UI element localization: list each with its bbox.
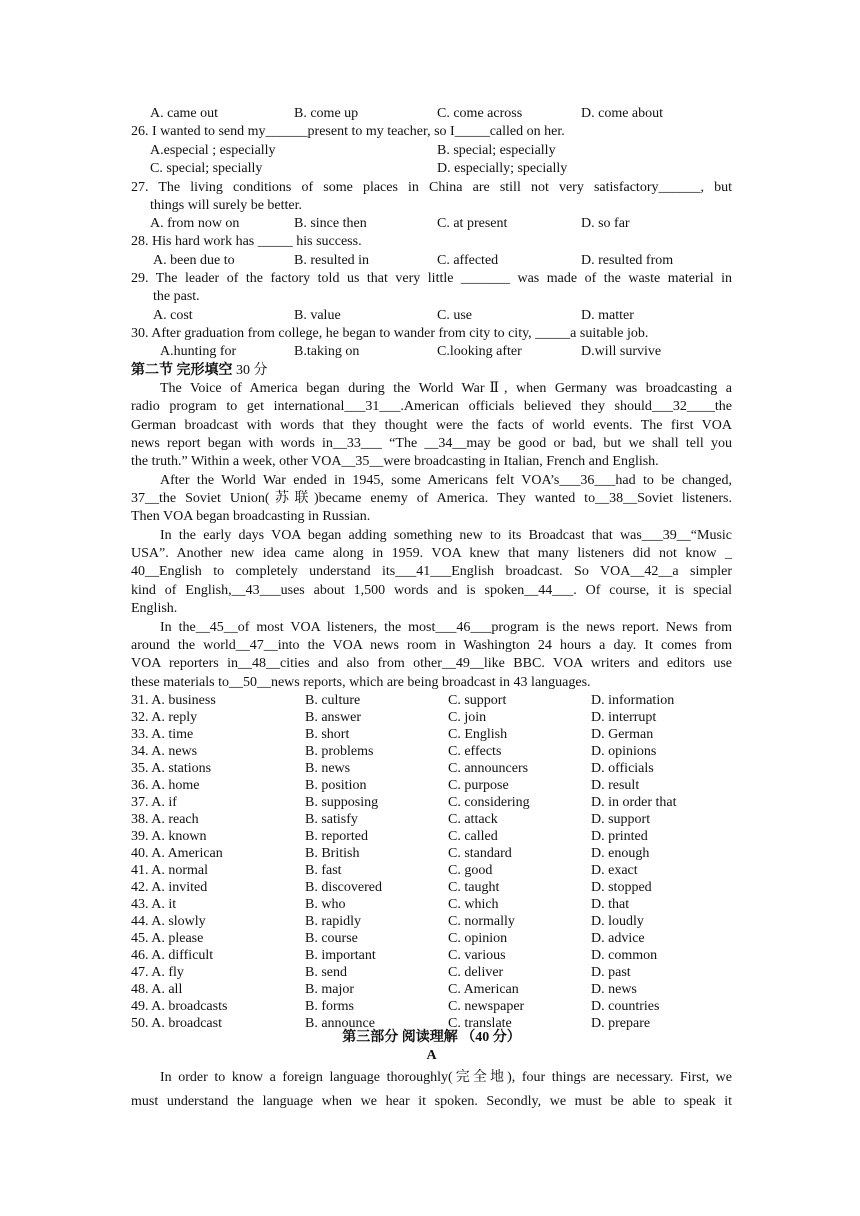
option: C. at present bbox=[437, 216, 508, 231]
cloze-option: 45. A. please bbox=[131, 931, 204, 946]
option: A.hunting for bbox=[160, 344, 237, 359]
option: B. special; especially bbox=[437, 143, 556, 158]
cloze-option: 33. A. time bbox=[131, 727, 194, 742]
cloze-option: D. stopped bbox=[591, 880, 652, 895]
option: B. come up bbox=[294, 106, 359, 121]
passage-line: news report began with words in__33___ “The __34__may be good or bad, but we shall tell you bbox=[131, 436, 732, 451]
option: D. matter bbox=[581, 308, 634, 323]
option: A.especial ; especially bbox=[150, 143, 276, 158]
option: C. come across bbox=[437, 106, 523, 121]
option: B.taking on bbox=[294, 344, 360, 359]
cloze-option: D. news bbox=[591, 982, 637, 997]
cloze-option: 41. A. normal bbox=[131, 863, 208, 878]
part-heading: 第三部分 阅读理解 （40 分） bbox=[342, 1030, 521, 1045]
reading-line: must understand the language when we hear it spoken. Secondly, we must be able to speak it bbox=[131, 1094, 732, 1109]
cloze-option: C. American bbox=[448, 982, 519, 997]
cloze-option: B. position bbox=[305, 778, 367, 793]
section-score: 30 分 bbox=[232, 363, 268, 378]
cloze-option: 49. A. broadcasts bbox=[131, 999, 228, 1014]
cloze-option: B. short bbox=[305, 727, 350, 742]
cloze-option: C. join bbox=[448, 710, 487, 725]
cloze-option: B. culture bbox=[305, 693, 361, 708]
passage-line: around the world__47__into the VOA news room in Washington 24 hours a day. It comes from bbox=[131, 638, 732, 653]
question-29-stem-cont: the past. bbox=[153, 289, 200, 304]
option: A. came out bbox=[150, 106, 219, 121]
cloze-option: C. attack bbox=[448, 812, 498, 827]
cloze-option: D. advice bbox=[591, 931, 645, 946]
cloze-option: 32. A. reply bbox=[131, 710, 198, 725]
passage-line: these materials to__50__news reports, which are being broadcast in 43 languages. bbox=[131, 675, 591, 690]
cloze-option: 34. A. news bbox=[131, 744, 198, 759]
cloze-option: 44. A. slowly bbox=[131, 914, 206, 929]
cloze-option: B. fast bbox=[305, 863, 342, 878]
cloze-option: D. support bbox=[591, 812, 651, 827]
cloze-option: D. exact bbox=[591, 863, 638, 878]
option: C. use bbox=[437, 308, 472, 323]
option: A. been due to bbox=[153, 253, 235, 268]
option: B. resulted in bbox=[294, 253, 370, 268]
passage-line: 37__the Soviet Union(苏联)became enemy of America. They wanted to__38__Soviet listeners. bbox=[131, 491, 732, 506]
cloze-option: D. prepare bbox=[591, 1016, 651, 1031]
cloze-option: 35. A. stations bbox=[131, 761, 212, 776]
passage-line: the truth.” Within a week, other VOA__35__were broadcasting in Italian, French and English. bbox=[131, 454, 659, 469]
option: D. resulted from bbox=[581, 253, 674, 268]
cloze-option: D. loudly bbox=[591, 914, 644, 929]
cloze-option: B. rapidly bbox=[305, 914, 361, 929]
passage-line: English. bbox=[131, 601, 178, 616]
reading-line: In order to know a foreign language thoroughly(完全地), four things are necessary. First, we bbox=[160, 1070, 732, 1085]
cloze-option: C. support bbox=[448, 693, 507, 708]
cloze-option: C. translate bbox=[448, 1016, 512, 1031]
cloze-option: C. which bbox=[448, 897, 499, 912]
question-27-stem: 27. The living conditions of some places in China are still not very satisfactory______, but bbox=[131, 180, 732, 195]
cloze-option: 42. A. invited bbox=[131, 880, 208, 895]
cloze-option: C. English bbox=[448, 727, 508, 742]
option: D. so far bbox=[581, 216, 630, 231]
cloze-option: D. officials bbox=[591, 761, 654, 776]
option: B. value bbox=[294, 308, 341, 323]
question-27-stem-cont: things will surely be better. bbox=[150, 198, 303, 213]
cloze-option: B. discovered bbox=[305, 880, 382, 895]
passage-line: kind of English,__43___uses about 1,500 words and is spoken__44___. Of course, it is special bbox=[131, 583, 732, 598]
passage-line: USA”. Another new idea came along in 1959. VOA knew that many listeners did not know _ bbox=[131, 546, 732, 561]
cloze-option: B. reported bbox=[305, 829, 368, 844]
cloze-option: B. supposing bbox=[305, 795, 379, 810]
cloze-option: D. opinions bbox=[591, 744, 657, 759]
cloze-option: B. major bbox=[305, 982, 354, 997]
passage-line: VOA reporters in__48__cities and also from other__49__like BBC. VOA writers and editors use bbox=[131, 656, 732, 671]
cloze-option: B. satisfy bbox=[305, 812, 358, 827]
cloze-option: 47. A. fly bbox=[131, 965, 184, 980]
cloze-option: 43. A. it bbox=[131, 897, 177, 912]
question-29-stem: 29. The leader of the factory told us that very little _______ was made of the waste material in bbox=[131, 271, 732, 286]
cloze-option: C. considering bbox=[448, 795, 530, 810]
passage-line: In the early days VOA began adding something new to its Broadcast that was___39__“Music bbox=[160, 528, 732, 543]
cloze-option: D. information bbox=[591, 693, 675, 708]
cloze-option: B. problems bbox=[305, 744, 374, 759]
option: C. special; specially bbox=[150, 161, 263, 176]
cloze-option: B. news bbox=[305, 761, 351, 776]
passage-line: After the World War ended in 1945, some Americans felt VOA’s___36___had to be changed, bbox=[160, 473, 732, 488]
cloze-option: C. normally bbox=[448, 914, 515, 929]
cloze-option: C. various bbox=[448, 948, 506, 963]
cloze-option: C. called bbox=[448, 829, 498, 844]
section-title: 第二节 完形填空 bbox=[131, 363, 233, 378]
option: A. cost bbox=[153, 308, 193, 323]
passage-line: The Voice of America began during the World WarⅡ, when Germany was broadcasting a bbox=[160, 381, 732, 396]
cloze-option: 37. A. if bbox=[131, 795, 177, 810]
cloze-option: B. answer bbox=[305, 710, 361, 725]
cloze-option: 48. A. all bbox=[131, 982, 183, 997]
option: D.will survive bbox=[581, 344, 662, 359]
passage-line: 40__English to completely understand its___41___English broadcast. So VOA__42__a simpler bbox=[131, 564, 732, 579]
cloze-option: D. that bbox=[591, 897, 630, 912]
cloze-option: D. common bbox=[591, 948, 658, 963]
passage-line: Then VOA began broadcasting in Russian. bbox=[131, 509, 371, 524]
question-30-stem: 30. After graduation from college, he began to wander from city to city, _____a suitable job. bbox=[131, 326, 649, 341]
passage-label: A bbox=[426, 1048, 437, 1063]
cloze-option: B. forms bbox=[305, 999, 354, 1014]
cloze-option: 39. A. known bbox=[131, 829, 207, 844]
cloze-option: D. in order that bbox=[591, 795, 677, 810]
passage-line: In the__45__of most VOA listeners, the most___46___program is the news report. News from bbox=[160, 620, 732, 635]
cloze-option: B. who bbox=[305, 897, 346, 912]
cloze-option: C. good bbox=[448, 863, 493, 878]
cloze-option: 38. A. reach bbox=[131, 812, 199, 827]
option: C.looking after bbox=[437, 344, 522, 359]
cloze-option: D. enough bbox=[591, 846, 650, 861]
cloze-option: C. purpose bbox=[448, 778, 509, 793]
cloze-option: D. printed bbox=[591, 829, 648, 844]
passage-line: German broadcast with words that they thought were the facts of world events. The first VOA bbox=[131, 418, 732, 433]
cloze-option: B. British bbox=[305, 846, 360, 861]
cloze-option: B. announce bbox=[305, 1016, 375, 1031]
cloze-option: 46. A. difficult bbox=[131, 948, 214, 963]
cloze-option: C. newspaper bbox=[448, 999, 525, 1014]
cloze-option: B. important bbox=[305, 948, 376, 963]
cloze-option: 40. A. American bbox=[131, 846, 223, 861]
cloze-option: C. taught bbox=[448, 880, 500, 895]
option: D. especially; specially bbox=[437, 161, 568, 176]
question-26-stem: 26. I wanted to send my______present to my teacher, so I_____called on her. bbox=[131, 124, 565, 139]
question-28-stem: 28. His hard work has _____ his success. bbox=[131, 234, 362, 249]
cloze-option: C. opinion bbox=[448, 931, 508, 946]
cloze-option: C. effects bbox=[448, 744, 502, 759]
option: A. from now on bbox=[150, 216, 240, 231]
cloze-option: D. German bbox=[591, 727, 654, 742]
cloze-option: C. announcers bbox=[448, 761, 529, 776]
section-heading bbox=[131, 362, 268, 380]
cloze-option: 36. A. home bbox=[131, 778, 200, 793]
cloze-option: C. deliver bbox=[448, 965, 504, 980]
cloze-option: D. interrupt bbox=[591, 710, 657, 725]
option: C. affected bbox=[437, 253, 499, 268]
cloze-option: B. send bbox=[305, 965, 347, 980]
cloze-option: D. past bbox=[591, 965, 631, 980]
cloze-option: 50. A. broadcast bbox=[131, 1016, 222, 1031]
cloze-option: B. course bbox=[305, 931, 358, 946]
cloze-option: D. result bbox=[591, 778, 640, 793]
cloze-option: C. standard bbox=[448, 846, 512, 861]
passage-line: radio program to get international___31___.American officials believed they should___32____the bbox=[131, 399, 732, 414]
cloze-option: D. countries bbox=[591, 999, 660, 1014]
option: B. since then bbox=[294, 216, 367, 231]
option: D. come about bbox=[581, 106, 664, 121]
cloze-option: 31. A. business bbox=[131, 693, 216, 708]
